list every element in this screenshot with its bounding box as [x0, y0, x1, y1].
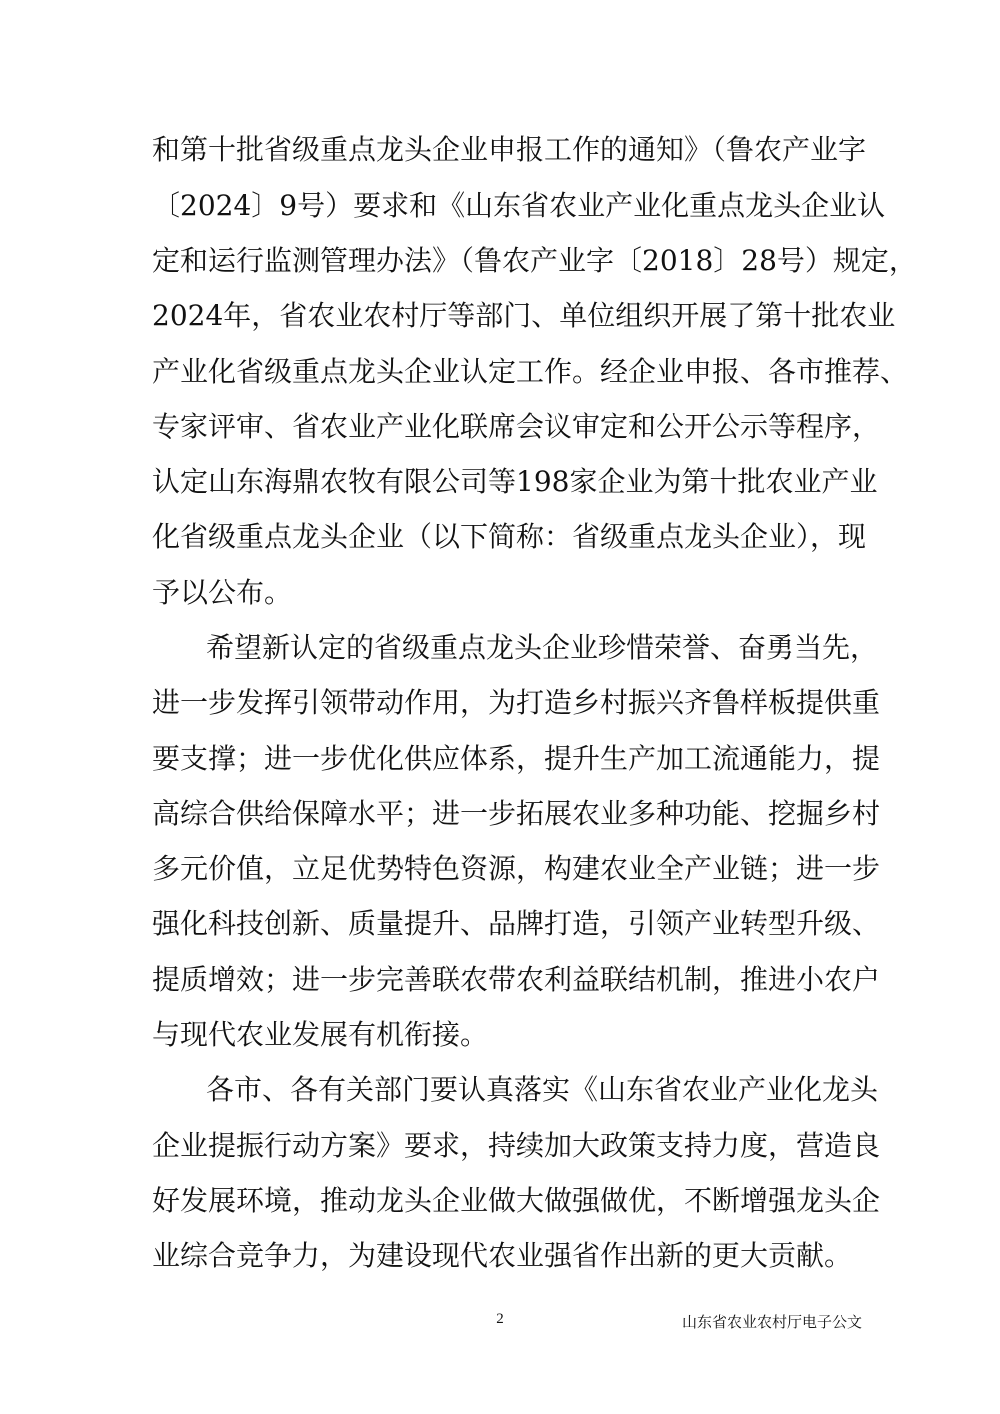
text-line: 要支撑；进一步优化供应体系，提升生产加工流通能力，提 [152, 742, 881, 775]
text-line: 认定山东海鼎农牧有限公司等198家企业为第十批农业产业 [152, 465, 878, 498]
text-line: 多元价值，立足优势特色资源，构建农业全产业链；进一步 [152, 852, 881, 885]
text-line: 化省级重点龙头企业（以下简称：省级重点龙头企业），现 [152, 520, 867, 553]
text-line: 提质增效；进一步完善联农带农利益联结机制，推进小农户 [152, 963, 881, 996]
text-line: 企业提振行动方案》要求，持续加大政策支持力度，营造良 [152, 1129, 881, 1162]
text-line: 希望新认定的省级重点龙头企业珍惜荣誉、奋勇当先， [206, 631, 879, 664]
text-line: 强化科技创新、质量提升、品牌打造，引领产业转型升级、 [152, 907, 881, 940]
text-line: 和第十批省级重点龙头企业申报工作的通知》（鲁农产业字 [152, 133, 867, 166]
text-line: 好发展环境，推动龙头企业做大做强做优，不断增强龙头企 [152, 1184, 881, 1217]
text-line: 各市、各有关部门要认真落实《山东省农业产业化龙头 [206, 1073, 879, 1106]
text-line: 与现代农业发展有机衔接。 [152, 1018, 489, 1051]
text-line: 予以公布。 [152, 576, 293, 609]
text-line: 专家评审、省农业产业化联席会议审定和公开公示等程序， [152, 410, 881, 443]
text-line: 定和运行监测管理办法》（鲁农产业字〔2018〕28号）规定， [152, 244, 917, 277]
page-number: 2 [496, 1311, 504, 1327]
text-line: 〔2024〕9号）要求和《山东省农业产业化重点龙头企业认 [152, 189, 886, 222]
text-line: 2024年，省农业农村厅等部门、单位组织开展了第十批农业 [152, 299, 896, 332]
text-line: 进一步发挥引领带动作用，为打造乡村振兴齐鲁样板提供重 [152, 686, 881, 719]
text-line: 产业化省级重点龙头企业认定工作。经企业申报、各市推荐、 [152, 355, 909, 388]
text-line: 业综合竞争力，为建设现代农业强省作出新的更大贡献。 [152, 1239, 853, 1272]
text-line: 高综合供给保障水平；进一步拓展农业多种功能、挖掘乡村 [152, 797, 881, 830]
document-source: 山东省农业农村厅电子公文 [681, 1313, 862, 1331]
